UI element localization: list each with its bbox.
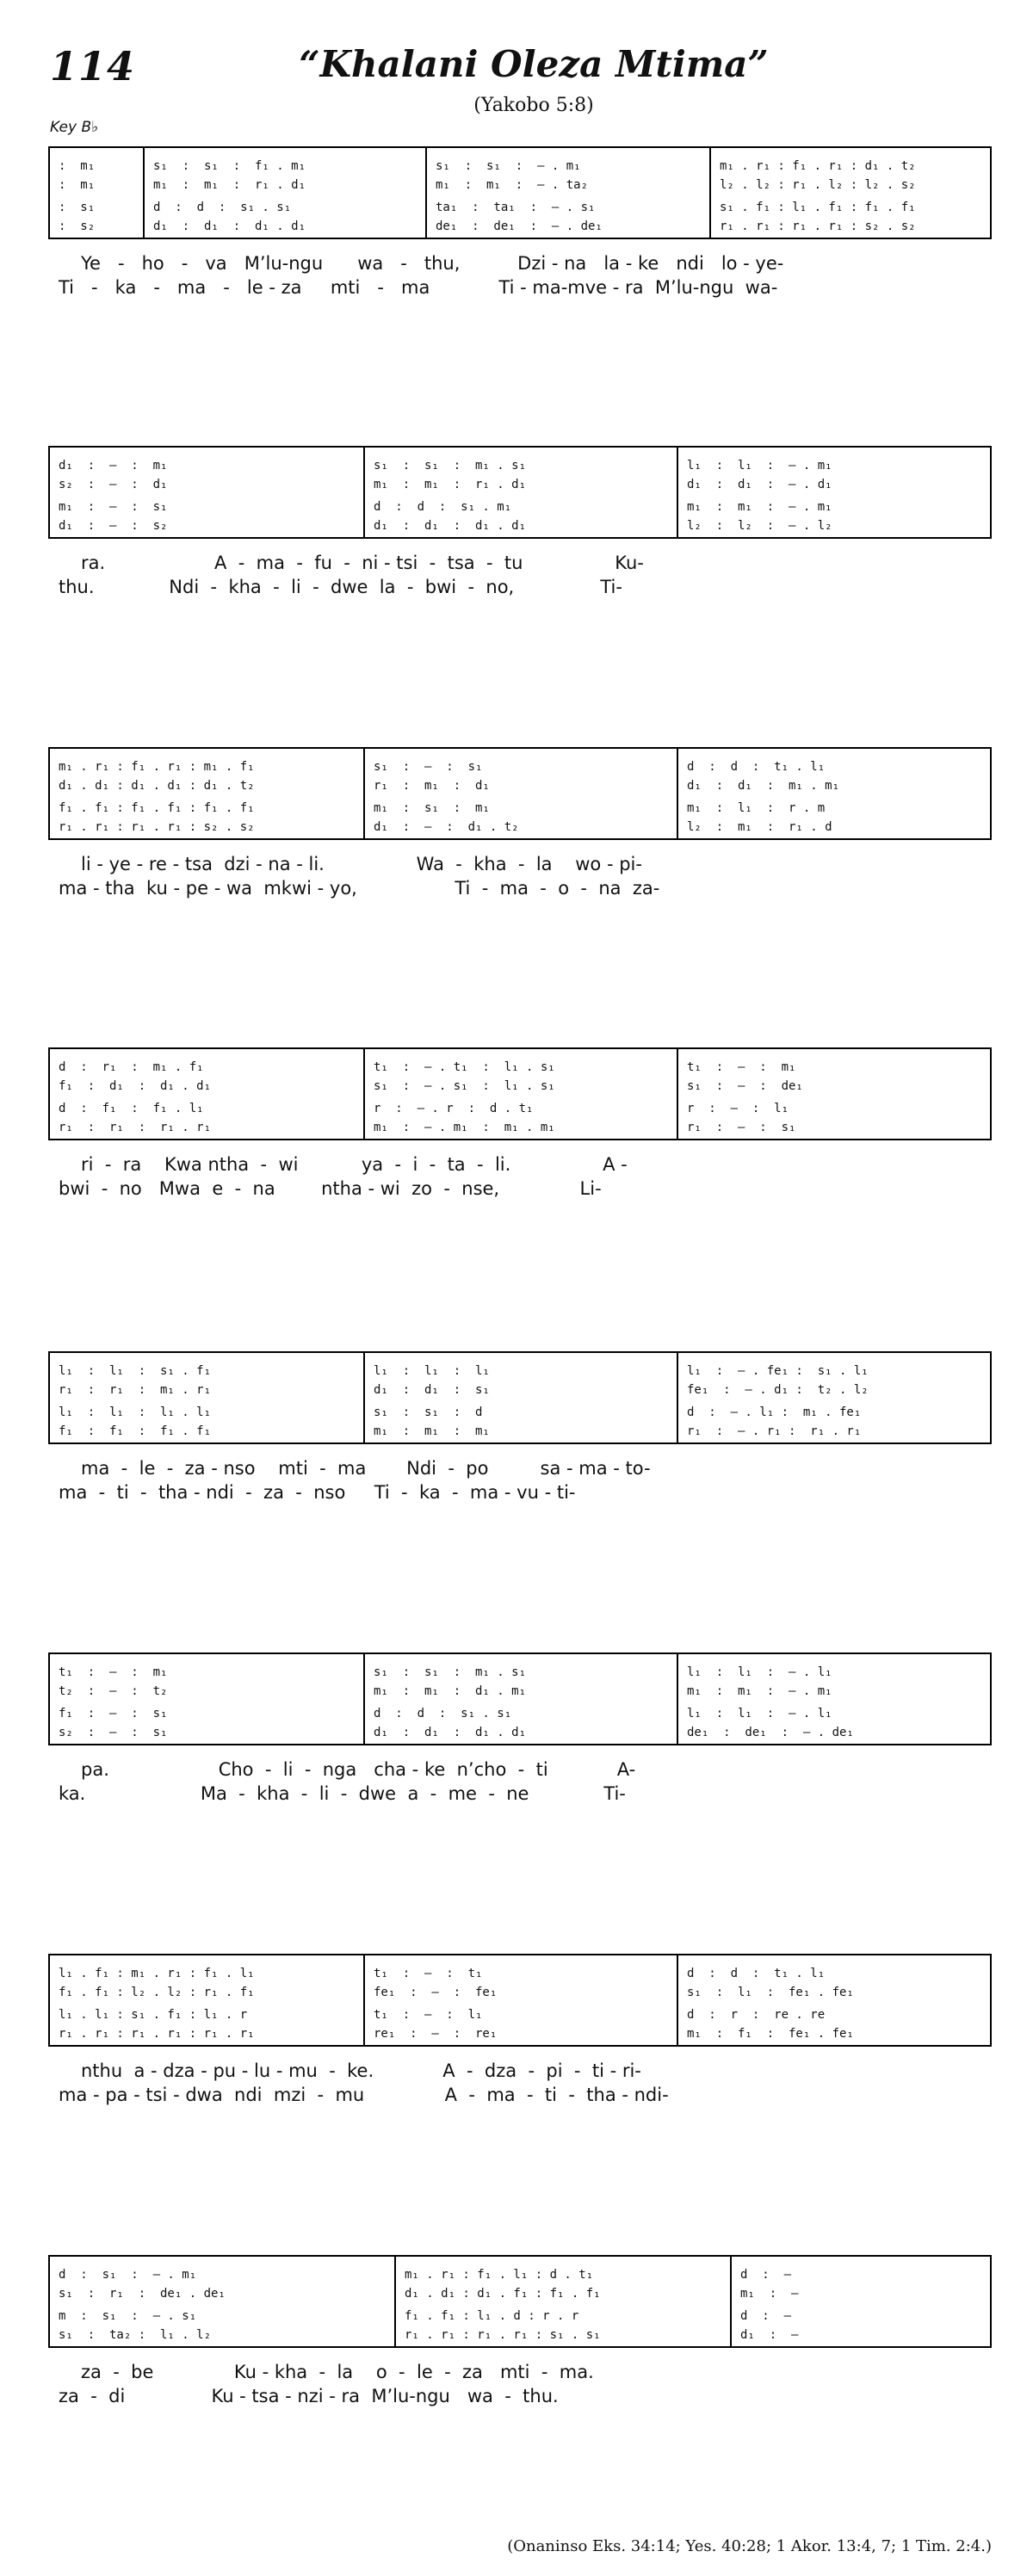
note-row-tenor: ta₁ : ta₁ : – . s₁: [436, 201, 596, 214]
lyric-line-verse-1: pa. Cho - li - nga cha - ke n’cho - ti A-: [81, 1759, 636, 1780]
system-5: [48, 1351, 992, 1504]
note-row-alto: fe₁ : – . d₁ : t₂ . l₂: [687, 1383, 869, 1397]
lyric-line-verse-1: ma - le - za - nso mti - ma Ndi - po sa - ma - to-: [81, 1458, 651, 1479]
note-row-bass: r₁ . r₁ : r₁ . r₁ : r₁ . r₁: [59, 2027, 255, 2041]
note-row-soprano: s₁ : s₁ : – . m₁: [436, 159, 581, 173]
note-row-soprano: m₁ . r₁ : f₁ . r₁ : m₁ . f₁: [59, 760, 255, 774]
system-6: [48, 1652, 992, 1806]
lyric-line-verse-2: ma - ti - tha - ndi - za - nso Ti - ka - ma - vu - ti-: [59, 1482, 576, 1503]
lyrics-block: [48, 1152, 992, 1201]
note-row-bass: d₁ : d₁ : d₁ . d₁: [374, 519, 527, 533]
music-staff: [48, 2255, 992, 2348]
system-1: [48, 146, 992, 300]
music-staff: [48, 1351, 992, 1444]
note-row-soprano: l₁ : l₁ : – . m₁: [687, 459, 832, 473]
note-row-alto: r₁ : r₁ : m₁ . r₁: [59, 1383, 212, 1397]
measure: [677, 1654, 992, 1744]
note-row-alto: f₁ . f₁ : l₂ . l₂ : r₁ . f₁: [59, 1986, 255, 1999]
note-row-soprano: m₁ . r₁ : f₁ . r₁ : d₁ . t₂: [720, 159, 916, 173]
note-row-alto: fe₁ : — : fe₁: [374, 1986, 498, 1999]
note-row-bass: l₂ : l₂ : – . l₂: [687, 519, 832, 533]
note-row-soprano: s₁ : — : s₁: [374, 760, 483, 774]
lyric-line-verse-1: ri - ra Kwa ntha - wi ya - i - ta - li. A -: [81, 1154, 628, 1175]
note-row-tenor: d : —: [740, 2309, 792, 2323]
measure: [50, 148, 143, 238]
note-row-bass: r₁ : r₁ : r₁ . r₁: [59, 1121, 212, 1134]
note-row-alto: s₁ : – . s₁ : l₁ . s₁: [374, 1079, 555, 1093]
note-row-tenor: m₁ : l₁ : r . m: [687, 801, 826, 815]
lyric-line-verse-1: za - be Ku - kha - la o - le - za mti - ma.: [81, 2362, 594, 2382]
note-row-alto: d₁ . d₁ : d₁ . f₁ : f₁ . f₁: [405, 2287, 601, 2301]
measure: [709, 148, 992, 238]
note-row-alto: m₁ : m₁ : r₁ . d₁: [153, 178, 306, 192]
note-row-bass: m₁ : f₁ : fe₁ . fe₁: [687, 2027, 854, 2041]
lyric-line-verse-1: nthu a - dza - pu - lu - mu - ke. A - dza - pi - ti - ri-: [81, 2060, 641, 2081]
note-row-tenor: l₁ . l₁ : s₁ . f₁ : l₁ . r: [59, 2008, 248, 2022]
measure: [50, 1353, 363, 1442]
lyrics-block: [48, 852, 992, 900]
note-row-alto: m₁ : m₁ : – . ta₂: [436, 178, 589, 192]
note-row-bass: d₁ : — : s₂: [59, 519, 168, 533]
lyric-line-verse-1: Ye - ho - va M’lu-ngu wa - thu, Dzi - na la - ke ndi lo - ye-: [81, 253, 784, 274]
note-row-soprano: d : r₁ : m₁ . f₁: [59, 1060, 204, 1074]
lyrics-block: [48, 2059, 992, 2107]
music-staff: [48, 747, 992, 840]
note-row-alto: d₁ : d₁ : s₁: [374, 1383, 490, 1397]
system-8: [48, 2255, 992, 2408]
lyrics-block: [48, 2360, 992, 2408]
measure: [363, 1353, 678, 1442]
lyric-line-verse-2: thu. Ndi - kha - li - dwe la - bwi - no, Ti-: [59, 577, 622, 597]
lyric-line-verse-2: za - di Ku - tsa - nzi - ra M’lu-ngu wa - thu.: [59, 2386, 559, 2406]
lyric-line-verse-2: bwi - no Mwa e - na ntha - wi zo - nse, Li-: [59, 1178, 602, 1199]
note-row-bass: f₁ : f₁ : f₁ . f₁: [59, 1424, 212, 1438]
system-7: [48, 1954, 992, 2107]
note-row-bass: d₁ : —: [740, 2328, 799, 2342]
measure: [50, 2257, 394, 2346]
note-row-tenor: r : – . r : d . t₁: [374, 1102, 534, 1115]
note-row-bass: l₂ : m₁ : r₁ . d: [687, 820, 832, 834]
note-row-tenor: m₁ : m₁ : – . m₁: [687, 500, 832, 514]
scripture-references: (Onaninso Eks. 34:14; Yes. 40:28; 1 Akor. 13:4, 7; 1 Tim. 2:4.): [507, 2537, 992, 2555]
measure: [730, 2257, 992, 2346]
note-row-tenor: f₁ . f₁ : l₁ . d : r . r: [405, 2309, 579, 2323]
note-row-tenor: f₁ : — : s₁: [59, 1707, 168, 1720]
hymn-title: “Khalani Oleza Mtima”: [299, 43, 769, 85]
note-row-bass: s₁ : ta₂ : l₁ . l₂: [59, 2328, 212, 2342]
note-row-bass: d₁ : d₁ : d₁ . d₁: [374, 1726, 527, 1739]
note-row-soprano: l₁ : l₁ : s₁ . f₁: [59, 1364, 212, 1378]
music-staff: [48, 146, 992, 239]
system-4: [48, 1047, 992, 1201]
note-row-alto: d₁ : d₁ : – . d₁: [687, 478, 832, 491]
hymn-subtitle: (Yakobo 5:8): [473, 95, 594, 116]
measure: [677, 448, 992, 537]
lyrics-block: [48, 1456, 992, 1504]
music-staff: [48, 446, 992, 539]
note-row-soprano: l₁ : – . fe₁ : s₁ . l₁: [687, 1364, 869, 1378]
note-row-alto: d₁ : d₁ : m₁ . m₁: [687, 779, 840, 793]
measure: [50, 1049, 363, 1139]
lyrics-block: [48, 551, 992, 599]
measure: [394, 2257, 732, 2346]
note-row-tenor: m₁ : — : s₁: [59, 500, 168, 514]
note-row-tenor: m₁ : s₁ : m₁: [374, 801, 490, 815]
note-row-alto: m₁ : m₁ : d₁ . m₁: [374, 1684, 527, 1698]
note-row-bass: re₁ : — : re₁: [374, 2027, 498, 2041]
note-row-alto: s₁ : r₁ : de₁ . de₁: [59, 2287, 226, 2301]
lyric-line-verse-2: ma - tha ku - pe - wa mkwi - yo, Ti - ma - o - na za-: [59, 878, 660, 899]
measure: [143, 148, 427, 238]
music-staff: [48, 1652, 992, 1745]
note-row-alto: m₁ : m₁ : – . m₁: [687, 1684, 832, 1698]
note-row-bass: r₁ . r₁ : r₁ . r₁ : s₁ . s₁: [405, 2328, 601, 2342]
lyrics-block: [48, 251, 992, 300]
note-row-soprano: t₁ : – . t₁ : l₁ . s₁: [374, 1060, 555, 1074]
measure: [425, 148, 711, 238]
note-row-tenor: : s₁: [59, 201, 96, 214]
note-row-tenor: t₁ : — : l₁: [374, 2008, 483, 2022]
note-row-soprano: d : —: [740, 2268, 792, 2282]
measure: [50, 749, 363, 838]
note-row-tenor: l₁ : l₁ : – . l₁: [687, 1707, 832, 1720]
note-row-bass: d₁ : — : d₁ . t₂: [374, 820, 519, 834]
lyric-line-verse-2: Ti - ka - ma - le - za mti - ma Ti - ma-mve - ra M’lu-ngu wa-: [59, 277, 778, 298]
note-row-alto: f₁ : d₁ : d₁ . d₁: [59, 1079, 212, 1093]
note-row-bass: r₁ : – . r₁ : r₁ . r₁: [687, 1424, 862, 1438]
note-row-tenor: s₁ . f₁ : l₁ . f₁ : f₁ . f₁: [720, 201, 916, 214]
note-row-tenor: l₁ : l₁ : l₁ . l₁: [59, 1405, 212, 1419]
note-row-tenor: r : — : l₁: [687, 1102, 789, 1115]
note-row-soprano: s₁ : s₁ : m₁ . s₁: [374, 459, 527, 473]
note-row-tenor: d : d : s₁ . s₁: [153, 201, 292, 214]
note-row-bass: m₁ : – . m₁ : m₁ . m₁: [374, 1121, 555, 1134]
note-row-alto: m₁ : —: [740, 2287, 799, 2301]
measure: [363, 749, 678, 838]
note-row-tenor: d : f₁ : f₁ . l₁: [59, 1102, 204, 1115]
note-row-bass: : s₂: [59, 219, 96, 233]
note-row-soprano: s₁ : s₁ : f₁ . m₁: [153, 159, 306, 173]
measure: [677, 1353, 992, 1442]
note-row-alto: s₁ : l₁ : fe₁ . fe₁: [687, 1986, 854, 1999]
measure: [363, 1955, 678, 2045]
note-row-bass: r₁ . r₁ : r₁ . r₁ : s₂ . s₂: [59, 820, 255, 834]
note-row-soprano: d : s₁ : – . m₁: [59, 2268, 197, 2282]
note-row-soprano: m₁ . r₁ : f₁ . l₁ : d . t₁: [405, 2268, 594, 2282]
measure: [50, 1955, 363, 2045]
key-signature-label: Key B♭: [50, 119, 99, 136]
note-row-bass: d₁ : d₁ : d₁ . d₁: [153, 219, 306, 233]
note-row-alto: r₁ : m₁ : d₁: [374, 779, 490, 793]
music-staff: [48, 1047, 992, 1140]
note-row-bass: de₁ : de₁ : – . de₁: [436, 219, 603, 233]
music-staff: [48, 1954, 992, 2047]
note-row-bass: r₁ : — : s₁: [687, 1121, 796, 1134]
note-row-soprano: t₁ : — : t₁: [374, 1967, 483, 1980]
measure: [677, 1049, 992, 1139]
note-row-bass: m₁ : m₁ : m₁: [374, 1424, 490, 1438]
lyric-line-verse-1: li - ye - re - tsa dzi - na - li. Wa - kha - la wo - pi-: [81, 854, 642, 874]
note-row-soprano: d : d : t₁ . l₁: [687, 760, 826, 774]
system-2: [48, 446, 992, 599]
note-row-bass: r₁ . r₁ : r₁ . r₁ : s₂ . s₂: [720, 219, 916, 233]
note-row-alto: t₂ : — : t₂: [59, 1684, 168, 1698]
measure: [677, 1955, 992, 2045]
note-row-bass: de₁ : de₁ : – . de₁: [687, 1726, 854, 1739]
note-row-tenor: f₁ . f₁ : f₁ . f₁ : f₁ . f₁: [59, 801, 255, 815]
hymn-number: 114: [50, 43, 136, 90]
note-row-soprano: t₁ : — : m₁: [687, 1060, 796, 1074]
note-row-alto: : m₁: [59, 178, 96, 192]
lyric-line-verse-2: ma - pa - tsi - dwa ndi mzi - mu A - ma - ti - tha - ndi-: [59, 2085, 669, 2105]
measure: [677, 749, 992, 838]
note-row-soprano: l₁ : l₁ : – . l₁: [687, 1665, 832, 1679]
measure: [363, 448, 678, 537]
note-row-soprano: l₁ . f₁ : m₁ . r₁ : f₁ . l₁: [59, 1967, 255, 1980]
note-row-soprano: s₁ : s₁ : m₁ . s₁: [374, 1665, 527, 1679]
lyrics-block: [48, 1757, 992, 1806]
measure: [363, 1049, 678, 1139]
note-row-tenor: d : d : s₁ . m₁: [374, 500, 512, 514]
note-row-soprano: d₁ : — : m₁: [59, 459, 168, 473]
note-row-tenor: d : – . l₁ : m₁ . fe₁: [687, 1405, 862, 1419]
note-row-alto: s₁ : — : de₁: [687, 1079, 803, 1093]
measure: [50, 448, 363, 537]
lyric-line-verse-1: ra. A - ma - fu - ni - tsi - tsa - tu Ku-: [81, 553, 644, 573]
note-row-bass: s₂ : — : s₁: [59, 1726, 168, 1739]
note-row-soprano: : m₁: [59, 159, 96, 173]
note-row-tenor: d : d : s₁ . s₁: [374, 1707, 512, 1720]
note-row-tenor: d : r : re . re: [687, 2008, 826, 2022]
note-row-tenor: m : s₁ : – . s₁: [59, 2309, 197, 2323]
note-row-soprano: t₁ : — : m₁: [59, 1665, 168, 1679]
lyric-line-verse-2: ka. Ma - kha - li - dwe a - me - ne Ti-: [59, 1783, 626, 1804]
note-row-soprano: d : d : t₁ . l₁: [687, 1967, 826, 1980]
note-row-alto: m₁ : m₁ : r₁ . d₁: [374, 478, 527, 491]
measure: [50, 1654, 363, 1744]
note-row-alto: l₂ . l₂ : r₁ . l₂ : l₂ . s₂: [720, 178, 916, 192]
measure: [363, 1654, 678, 1744]
system-3: [48, 747, 992, 900]
note-row-alto: s₂ : — : d₁: [59, 478, 168, 491]
note-row-tenor: s₁ : s₁ : d: [374, 1405, 483, 1419]
note-row-soprano: l₁ : l₁ : l₁: [374, 1364, 490, 1378]
note-row-alto: d₁ . d₁ : d₁ . d₁ : d₁ . t₂: [59, 779, 255, 793]
